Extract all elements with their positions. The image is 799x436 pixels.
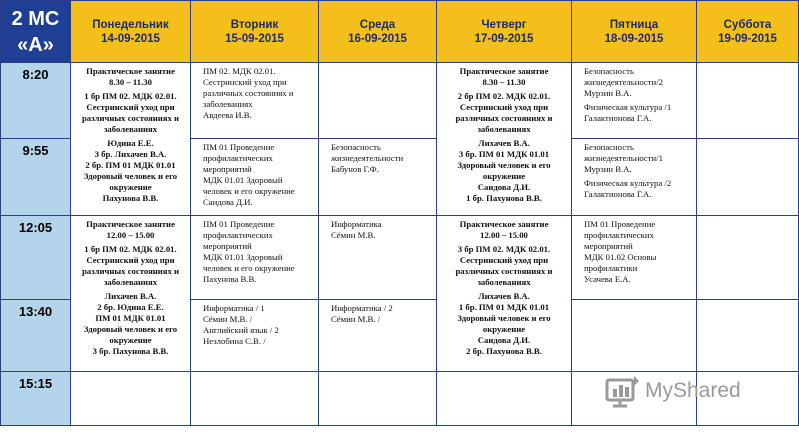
lesson-line: Информатика	[331, 219, 382, 229]
lesson-text	[71, 216, 190, 357]
watermark-text: MyShared	[645, 379, 741, 402]
lesson-line: заболеваниях	[103, 124, 158, 134]
lesson-line: Физическая культура /1	[584, 102, 672, 112]
lesson-line: 8.30 – 11.30	[482, 77, 526, 87]
lesson-line: различных состояниях и	[81, 266, 180, 276]
lesson-line: 2 бр ПМ 02. МДК 02.01.	[457, 91, 551, 101]
lesson-cell-tuesday-5	[191, 372, 319, 426]
lesson-line: 3 бр. Пахунова В.В.	[92, 346, 169, 356]
lesson-line: различных состояниях и	[455, 266, 553, 276]
lesson-line: жизнедеятельности/1	[584, 153, 663, 163]
lesson-line: заболеваниях	[103, 277, 158, 287]
lesson-line: мероприятий	[203, 164, 252, 174]
lesson-cell-wednesday-2	[319, 139, 437, 216]
lesson-line: ПМ 01 Проведение	[203, 142, 275, 152]
day-name: Вторник	[230, 18, 279, 31]
lesson-line: Пахунова В.В.	[102, 193, 159, 203]
lesson-line: Лихачев В.А.	[478, 291, 530, 301]
day-name: Пятница	[609, 18, 659, 31]
lesson-line: ПМ 01 МДК 01.01	[95, 313, 166, 323]
lesson-line: Сестринский уход при	[459, 102, 549, 112]
lesson-cell-friday-1	[572, 63, 697, 139]
time-slot: 8:20	[1, 63, 71, 139]
lesson-cell-monday-5	[71, 372, 191, 426]
period-row-1	[1, 63, 799, 139]
lesson-line: Сестринский уход при	[86, 255, 175, 265]
lesson-line: Практическое занятие	[86, 219, 175, 229]
lesson-cell-wednesday-5	[319, 372, 437, 426]
lesson-line: Практическое занятие	[86, 66, 175, 76]
lesson-line: окружение	[482, 324, 526, 334]
lesson-line: Здоровый человек и его	[83, 324, 178, 334]
lesson-cell-saturday-2	[697, 139, 799, 216]
lesson-cell-thursday-afternoon	[437, 216, 572, 372]
lesson-line: 3 бр. ПМ 01 МДК 01.01	[458, 149, 550, 159]
lesson-line: МДК 01.01 Здоровый	[203, 175, 283, 185]
lesson-line: 2 бр. ПМ 01 МДК 01.01	[85, 160, 176, 170]
watermark	[604, 374, 741, 408]
lesson-cell-wednesday-3	[319, 216, 437, 300]
lesson-line: различных состояниях и	[203, 88, 294, 98]
lesson-cell-thursday-morning	[437, 63, 572, 216]
lesson-line: Сёмин М.В. /	[331, 314, 381, 324]
lesson-line: Мурзин В.А.	[584, 88, 632, 98]
lesson-line: Сестринский уход при	[459, 255, 549, 265]
lesson-line: Английский язык / 2	[203, 325, 279, 335]
class-name-line: «А»	[17, 33, 54, 56]
lesson-line: Сёмин М.В.	[331, 230, 376, 240]
lesson-text	[572, 216, 696, 285]
lesson-line: профилактических	[203, 153, 273, 163]
day-name: Суббота	[723, 18, 772, 31]
lesson-text	[71, 63, 190, 204]
lesson-line: заболеваниях	[203, 99, 253, 109]
lesson-line: МДК 01.02 Основы	[584, 252, 657, 262]
lesson-line: Здоровый человек и его	[457, 313, 551, 323]
lesson-cell-tuesday-2	[191, 139, 319, 216]
lesson-cell-saturday-4	[697, 300, 799, 372]
day-header-wednesday	[319, 1, 437, 63]
lesson-cell-saturday-1	[697, 63, 799, 139]
day-date: 16-09-2015	[348, 32, 407, 45]
lesson-line: Саидова Д.И.	[203, 197, 253, 207]
lesson-line: жизнедеятельности	[331, 153, 404, 163]
day-header-thursday	[437, 1, 572, 63]
lesson-line: заболеваниях	[477, 277, 531, 287]
lesson-text	[191, 63, 318, 121]
lesson-line: мероприятий	[584, 241, 633, 251]
lesson-line: мероприятий	[203, 241, 252, 251]
lesson-line: ПМ 01 Проведение	[203, 219, 275, 229]
lesson-cell-monday-afternoon	[71, 216, 191, 372]
lesson-line: человек и его окружение	[203, 263, 295, 273]
lesson-line: Пахунова В.В.	[203, 274, 257, 284]
lesson-line: жизнедеятельности/2	[584, 77, 663, 87]
lesson-line: 1 бр ПМ 02. МДК 02.01.	[84, 91, 177, 101]
lesson-line: 12.00 – 15.00	[480, 230, 528, 240]
header-row	[1, 1, 799, 63]
lesson-line: 1 бр. Пахунова В.В.	[466, 193, 542, 203]
lesson-line: Мурзин В.А.	[584, 164, 632, 174]
day-date: 17-09-2015	[474, 32, 534, 45]
lesson-cell-tuesday-1	[191, 63, 319, 139]
day-date: 14-09-2015	[101, 32, 160, 45]
slideshow-logo-icon	[604, 374, 640, 408]
class-name-header	[1, 1, 71, 63]
lesson-line: Лихачев В.А.	[478, 138, 530, 148]
day-header-tuesday	[191, 1, 319, 63]
lesson-line: профилактических	[203, 230, 273, 240]
lesson-line: Саидова Д.И.	[477, 335, 531, 345]
lesson-line: Сестринский уход при	[86, 102, 175, 112]
lesson-text	[191, 139, 318, 208]
lesson-line: Незлобина С.В. /	[203, 336, 266, 346]
day-date: 19-09-2015	[718, 32, 777, 45]
lesson-line: Бабунов Г.Ф.	[331, 164, 379, 174]
time-slot: 9:55	[1, 139, 71, 216]
lesson-line: Безопасность	[331, 142, 381, 152]
lesson-cell-wednesday-1	[319, 63, 437, 139]
lesson-cell-friday-3	[572, 216, 697, 300]
lesson-text	[319, 300, 436, 325]
lesson-cell-wednesday-4	[319, 300, 437, 372]
lesson-line: Авдеева И.В.	[203, 110, 252, 120]
lesson-line: окружение	[109, 335, 152, 345]
lesson-line: ПМ 02. МДК 02.01.	[203, 66, 276, 76]
lesson-cell-friday-4	[572, 300, 697, 372]
lesson-line: Сёмин М.В. /	[203, 314, 253, 324]
day-header-friday	[572, 1, 697, 63]
lesson-line: Физическая культура /2	[584, 178, 672, 188]
lesson-line: 12.00 – 15.00	[106, 230, 155, 240]
day-name: Четверг	[481, 18, 527, 31]
day-header-monday	[71, 1, 191, 63]
lesson-line: Здоровый человек и его	[457, 160, 551, 170]
lesson-line: Практическое занятие	[459, 219, 549, 229]
lesson-line: Усачева Е.А.	[584, 274, 631, 284]
lesson-line: 2 бр. Пахунова В.В.	[466, 346, 542, 356]
class-name-line: 2 МС	[11, 7, 60, 30]
lesson-cell-friday-2	[572, 139, 697, 216]
lesson-text	[319, 139, 436, 175]
lesson-line: 1 бр ПМ 02. МДК 02.01.	[84, 244, 177, 254]
lesson-line: ПМ 01 Проведение	[584, 219, 656, 229]
period-row-3	[1, 216, 799, 300]
lesson-text	[437, 63, 571, 204]
lesson-text	[191, 216, 318, 285]
lesson-line: 8.30 – 11.30	[109, 77, 152, 87]
lesson-line: МДК 01.01 Здоровый	[203, 252, 283, 262]
day-header-saturday	[697, 1, 799, 63]
lesson-cell-saturday-3	[697, 216, 799, 300]
lesson-line: Сестринский уход при	[203, 77, 287, 87]
lesson-cell-tuesday-4	[191, 300, 319, 372]
day-name: Понедельник	[92, 18, 169, 31]
day-date: 18-09-2015	[604, 32, 664, 45]
time-slot: 13:40	[1, 300, 71, 372]
lesson-line: Практическое занятие	[459, 66, 549, 76]
lesson-cell-thursday-5	[437, 372, 572, 426]
day-date: 15-09-2015	[225, 32, 284, 45]
time-slot: 12:05	[1, 216, 71, 300]
lesson-cell-tuesday-3	[191, 216, 319, 300]
lesson-line: человек и его окружение	[203, 186, 295, 196]
lesson-line: Галактионова Г.А.	[584, 113, 652, 123]
lesson-line: профилактики	[584, 263, 638, 273]
lesson-text	[572, 63, 696, 124]
lesson-line: Безопасность	[584, 66, 634, 76]
lesson-line: окружение	[482, 171, 526, 181]
lesson-line: Юдина Е.Е.	[107, 138, 154, 148]
lesson-line: различных состояниях и	[81, 113, 180, 123]
lesson-text	[572, 139, 696, 200]
lesson-line: профилактических	[584, 230, 654, 240]
lesson-text	[191, 300, 318, 347]
lesson-line: Здоровый человек и его	[83, 171, 178, 181]
lesson-text	[319, 216, 436, 241]
lesson-line: Галактионова Г.А.	[584, 189, 652, 199]
lesson-line: заболеваниях	[477, 124, 531, 134]
day-name: Среда	[359, 18, 396, 31]
lesson-line: 3 бр ПМ 02. МДК 02.01.	[457, 244, 551, 254]
lesson-line: 2 бр. Юдина Е.Е.	[97, 302, 164, 312]
lesson-line: Саидова Д.И.	[477, 182, 531, 192]
lesson-cell-monday-morning	[71, 63, 191, 216]
lesson-line: Лихачев В.А.	[104, 291, 157, 301]
lesson-text	[437, 216, 571, 357]
lesson-line: Безопасность	[584, 142, 634, 152]
lesson-line: Информатика / 1	[203, 303, 265, 313]
lesson-line: Информатика / 2	[331, 303, 393, 313]
lesson-line: различных состояниях и	[455, 113, 553, 123]
time-slot: 15:15	[1, 372, 71, 426]
lesson-line: окружение	[109, 182, 152, 192]
lesson-line: 1 бр. ПМ 01 МДК 01.01	[458, 302, 550, 312]
lesson-line: 3 бр. Лихачев В.А.	[94, 149, 167, 159]
